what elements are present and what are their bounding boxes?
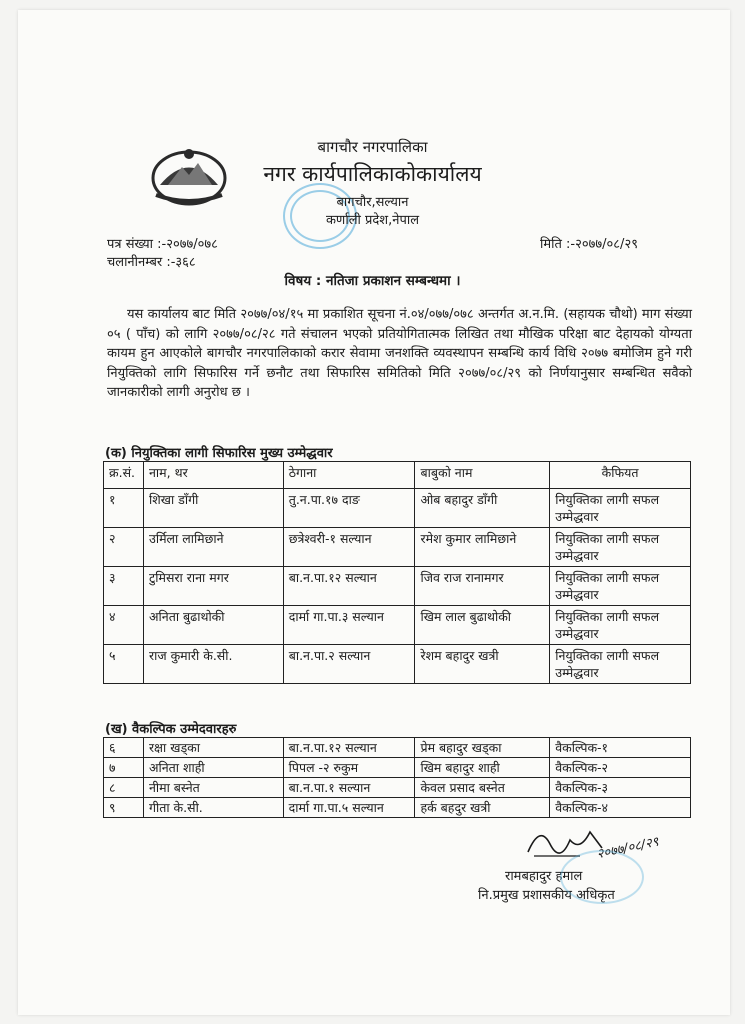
municipality-name: बागचौर नगरपालिका	[317, 138, 428, 156]
signatory-designation: नि.प्रमुख प्रशासकीय अधिकृत	[478, 888, 615, 903]
father-name-cell: प्रेम बहादुर खड्का	[415, 738, 550, 758]
address-cell: छत्रेश्वरी-१ सल्यान	[283, 528, 415, 567]
address-cell: बा.न.पा.१२ सल्यान	[283, 567, 415, 606]
table-row	[104, 758, 691, 778]
serial-cell: २	[104, 528, 144, 567]
address-cell: पिपल -२ रुकुम	[283, 758, 415, 778]
serial-cell: ४	[104, 606, 144, 645]
ref-number: पत्र संख्या :-२०७७/०७८	[107, 237, 218, 252]
father-name-cell: रेशम बहादुर खत्री	[415, 645, 550, 684]
column-header: क्र.सं.	[104, 462, 144, 489]
address-cell: तु.न.पा.१७ दाङ	[283, 489, 415, 528]
serial-cell: ८	[104, 778, 144, 798]
remarks-cell: नियुक्तिका लागी सफल उम्मेद्धवार	[550, 528, 691, 567]
father-name-cell: केवल प्रसाद बस्नेत	[415, 778, 550, 798]
table-row	[104, 567, 691, 606]
address-cell: दार्मा गा.पा.३ सल्यान	[283, 606, 415, 645]
section-a-title: (क) नियुक्तिका लागी सिफारिस मुख्य उम्मेद्धवार	[105, 446, 333, 461]
serial-cell: ३	[104, 567, 144, 606]
table-row	[104, 489, 691, 528]
serial-cell: ५	[104, 645, 144, 684]
address-cell: बा.न.पा.१ सल्यान	[283, 778, 415, 798]
subject-line: विषय : नतिजा प्रकाशन सम्बन्धमा ।	[284, 273, 461, 289]
table-row	[104, 528, 691, 567]
alternate-candidates-table	[103, 737, 691, 818]
serial-cell: ६	[104, 738, 144, 758]
handwritten-date: २०७७/०८/२९	[595, 834, 661, 863]
remarks-cell: वैकल्पिक-४	[550, 798, 691, 818]
father-name-cell: रमेश कुमार लामिछाने	[415, 528, 550, 567]
office-province: कर्णाली प्रदेश,नेपाल	[325, 213, 420, 228]
remarks-cell: वैकल्पिक-३	[550, 778, 691, 798]
office-location: बागचौर,सल्यान	[336, 195, 409, 210]
office-name: नगर कार्यपालिकाकोकार्यालय	[263, 162, 482, 186]
father-name-cell: हर्क बहदुर खत्री	[415, 798, 550, 818]
table-header-row	[104, 462, 691, 489]
name-cell: रक्षा खड्का	[143, 738, 283, 758]
address-cell: बा.न.पा.१२ सल्यान	[283, 738, 415, 758]
letter-date: मिति :-२०७७/०८/२९	[540, 237, 638, 252]
column-header: नाम, थर	[143, 462, 283, 489]
column-header: बाबुको नाम	[415, 462, 550, 489]
name-cell: शिखा डाँगी	[143, 489, 283, 528]
serial-cell: ७	[104, 758, 144, 778]
recommended-candidates-table	[103, 461, 691, 684]
remarks-cell: नियुक्तिका लागी सफल उम्मेद्धवार	[550, 606, 691, 645]
section-b-title: (ख) वैकल्पिक उम्मेदवारहरु	[105, 722, 237, 737]
signatory-name: रामबहादुर हमाल	[505, 869, 583, 884]
table-row	[104, 738, 691, 758]
table-row	[104, 798, 691, 818]
father-name-cell: जिव राज रानामगर	[415, 567, 550, 606]
signature-stamp-icon	[560, 850, 644, 904]
name-cell: टुमिसरा राना मगर	[143, 567, 283, 606]
serial-cell: १	[104, 489, 144, 528]
table-row	[104, 606, 691, 645]
father-name-cell: खिम बहादुर शाही	[415, 758, 550, 778]
table-row	[104, 645, 691, 684]
serial-cell: ९	[104, 798, 144, 818]
remarks-cell: वैकल्पिक-१	[550, 738, 691, 758]
name-cell: नीमा बस्नेत	[143, 778, 283, 798]
name-cell: अनिता बुढाथोकी	[143, 606, 283, 645]
name-cell: गीता के.सी.	[143, 798, 283, 818]
father-name-cell: खिम लाल बुढाथोकी	[415, 606, 550, 645]
column-header: ठेगाना	[283, 462, 415, 489]
name-cell: अनिता शाही	[143, 758, 283, 778]
remarks-cell: नियुक्तिका लागी सफल उम्मेद्धवार	[550, 567, 691, 606]
table-row	[104, 778, 691, 798]
remarks-cell: नियुक्तिका लागी सफल उम्मेद्धवार	[550, 645, 691, 684]
dispatch-number: चलानीनम्बर :-३६८	[107, 255, 196, 270]
address-cell: दार्मा गा.पा.५ सल्यान	[283, 798, 415, 818]
remarks-cell: नियुक्तिका लागी सफल उम्मेद्धवार	[550, 489, 691, 528]
father-name-cell: ओब बहादुर डाँगी	[415, 489, 550, 528]
remarks-cell: वैकल्पिक-२	[550, 758, 691, 778]
column-header: कैफियत	[550, 462, 691, 489]
name-cell: उर्मिला लामिछाने	[143, 528, 283, 567]
address-cell: बा.न.पा.२ सल्यान	[283, 645, 415, 684]
letter-body: यस कार्यालय बाट मिति २०७७/०४/१५ मा प्रकाशित सूचना नं.०४/०७७/०७८ अन्तर्गत अ.न.मि. (सहायक चौथो) माग संख्या ०५ ( पाँच) को लागि २०७७/०८/२८ गते संचालन भएको प्रतियोगितात्मक लिखित तथा मौखिक परिक्षा बाट देहायको योग्यता कायम हुन आएकोले बागचौर नगरपालिकाको करार सेवामा जनशक्ति व्यवस्थापन सम्बन्धि कार्य विधि २०७७ बमोजिम हुने गरी नियुक्तिको लागि सिफारिस गर्ने छनौट तथा सिफारिस समितिको मिति २०७७/०८/२९ को निर्णयानुसार सम्बन्धित सवैको जानकारीको लागी अनुरोध छ ।	[107, 307, 692, 400]
name-cell: राज कुमारी के.सी.	[143, 645, 283, 684]
